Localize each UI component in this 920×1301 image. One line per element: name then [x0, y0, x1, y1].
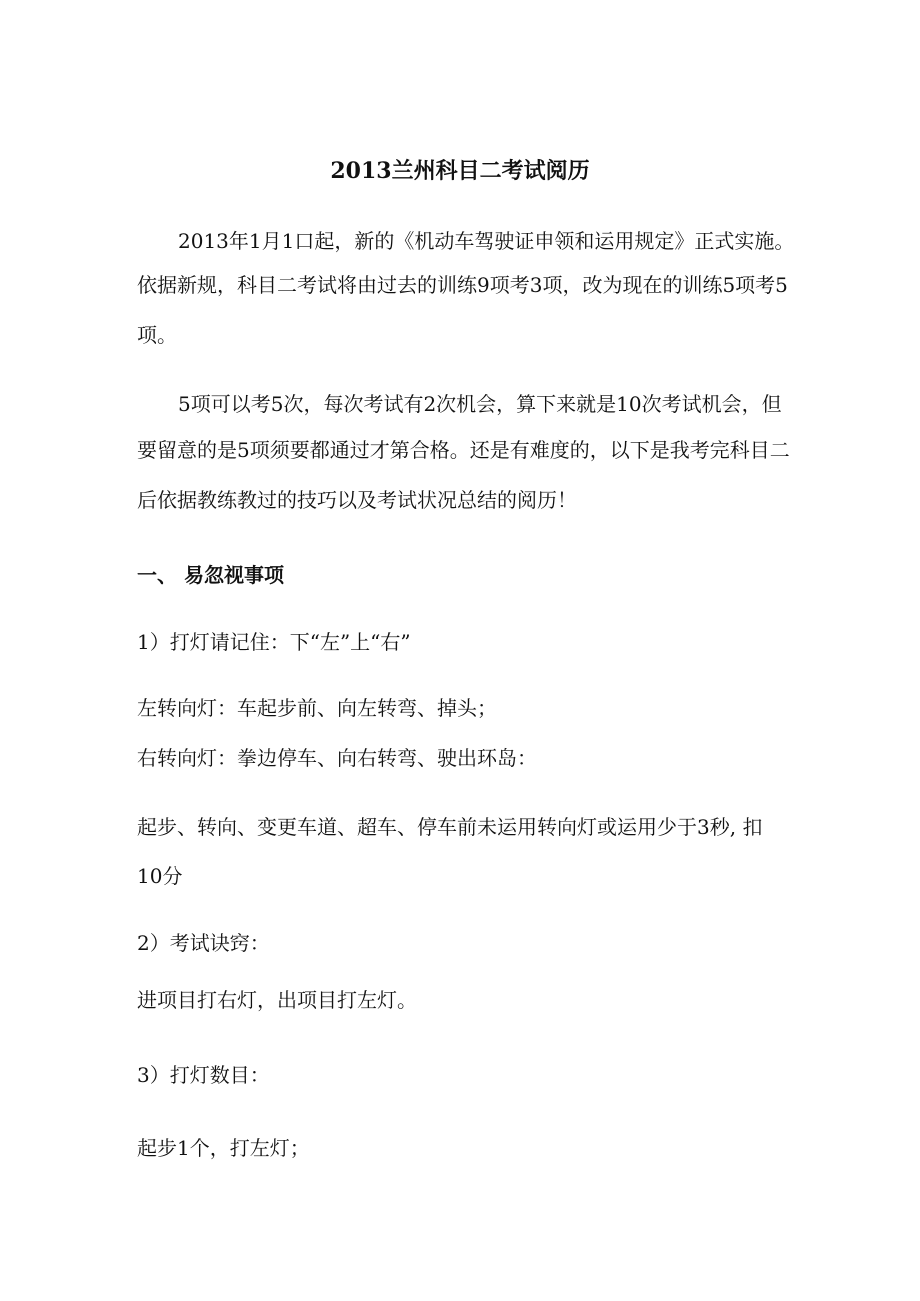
- item3-text: 起步1个，打左灯；: [137, 1136, 310, 1160]
- item2-title: 2）考试诀窍：: [137, 931, 270, 955]
- item1-penalty-line1: 起步、转向、变更车道、超车、停车前未运用转向灯或运用少于3秒, 扣: [137, 815, 763, 839]
- item1-title: 1）打灯请记住：下“左”上“右”: [137, 630, 411, 654]
- item1-penalty-line2: 10分: [137, 864, 183, 888]
- intro-para1-line1: 2013年1月1口起，新的《机动车驾驶证申领和运用规定》正式实施。: [178, 229, 795, 253]
- intro-para2-line2: 要留意的是5项须要都通过才第合格。还是有难度的，以下是我考完科目二: [137, 438, 790, 462]
- intro-para2-line1: 5项可以考5次，每次考试有2次机会，算下来就是10次考试机会，但: [178, 392, 782, 416]
- section-heading: 一、 易忽视事项: [137, 563, 284, 587]
- intro-para2-line3: 后依据教练教过的技巧以及考试状况总结的阅历！: [137, 488, 577, 512]
- item1-left-signal: 左转向灯：车起步前、向左转弯、掉头；: [137, 696, 497, 720]
- intro-para1-line2: 依据新规，科目二考试将由过去的训练9项考3项，改为现在的训练5项考5: [137, 273, 788, 297]
- item2-text: 进项目打右灯，出项目打左灯。: [137, 988, 417, 1012]
- document-title: 2013兰州科目二考试阅历: [330, 158, 590, 184]
- item1-right-signal: 右转向灯：拳边停车、向右转弯、驶出环岛：: [137, 746, 537, 770]
- item3-title: 3）打灯数目：: [137, 1063, 270, 1087]
- intro-para1-line3: 项。: [137, 323, 177, 347]
